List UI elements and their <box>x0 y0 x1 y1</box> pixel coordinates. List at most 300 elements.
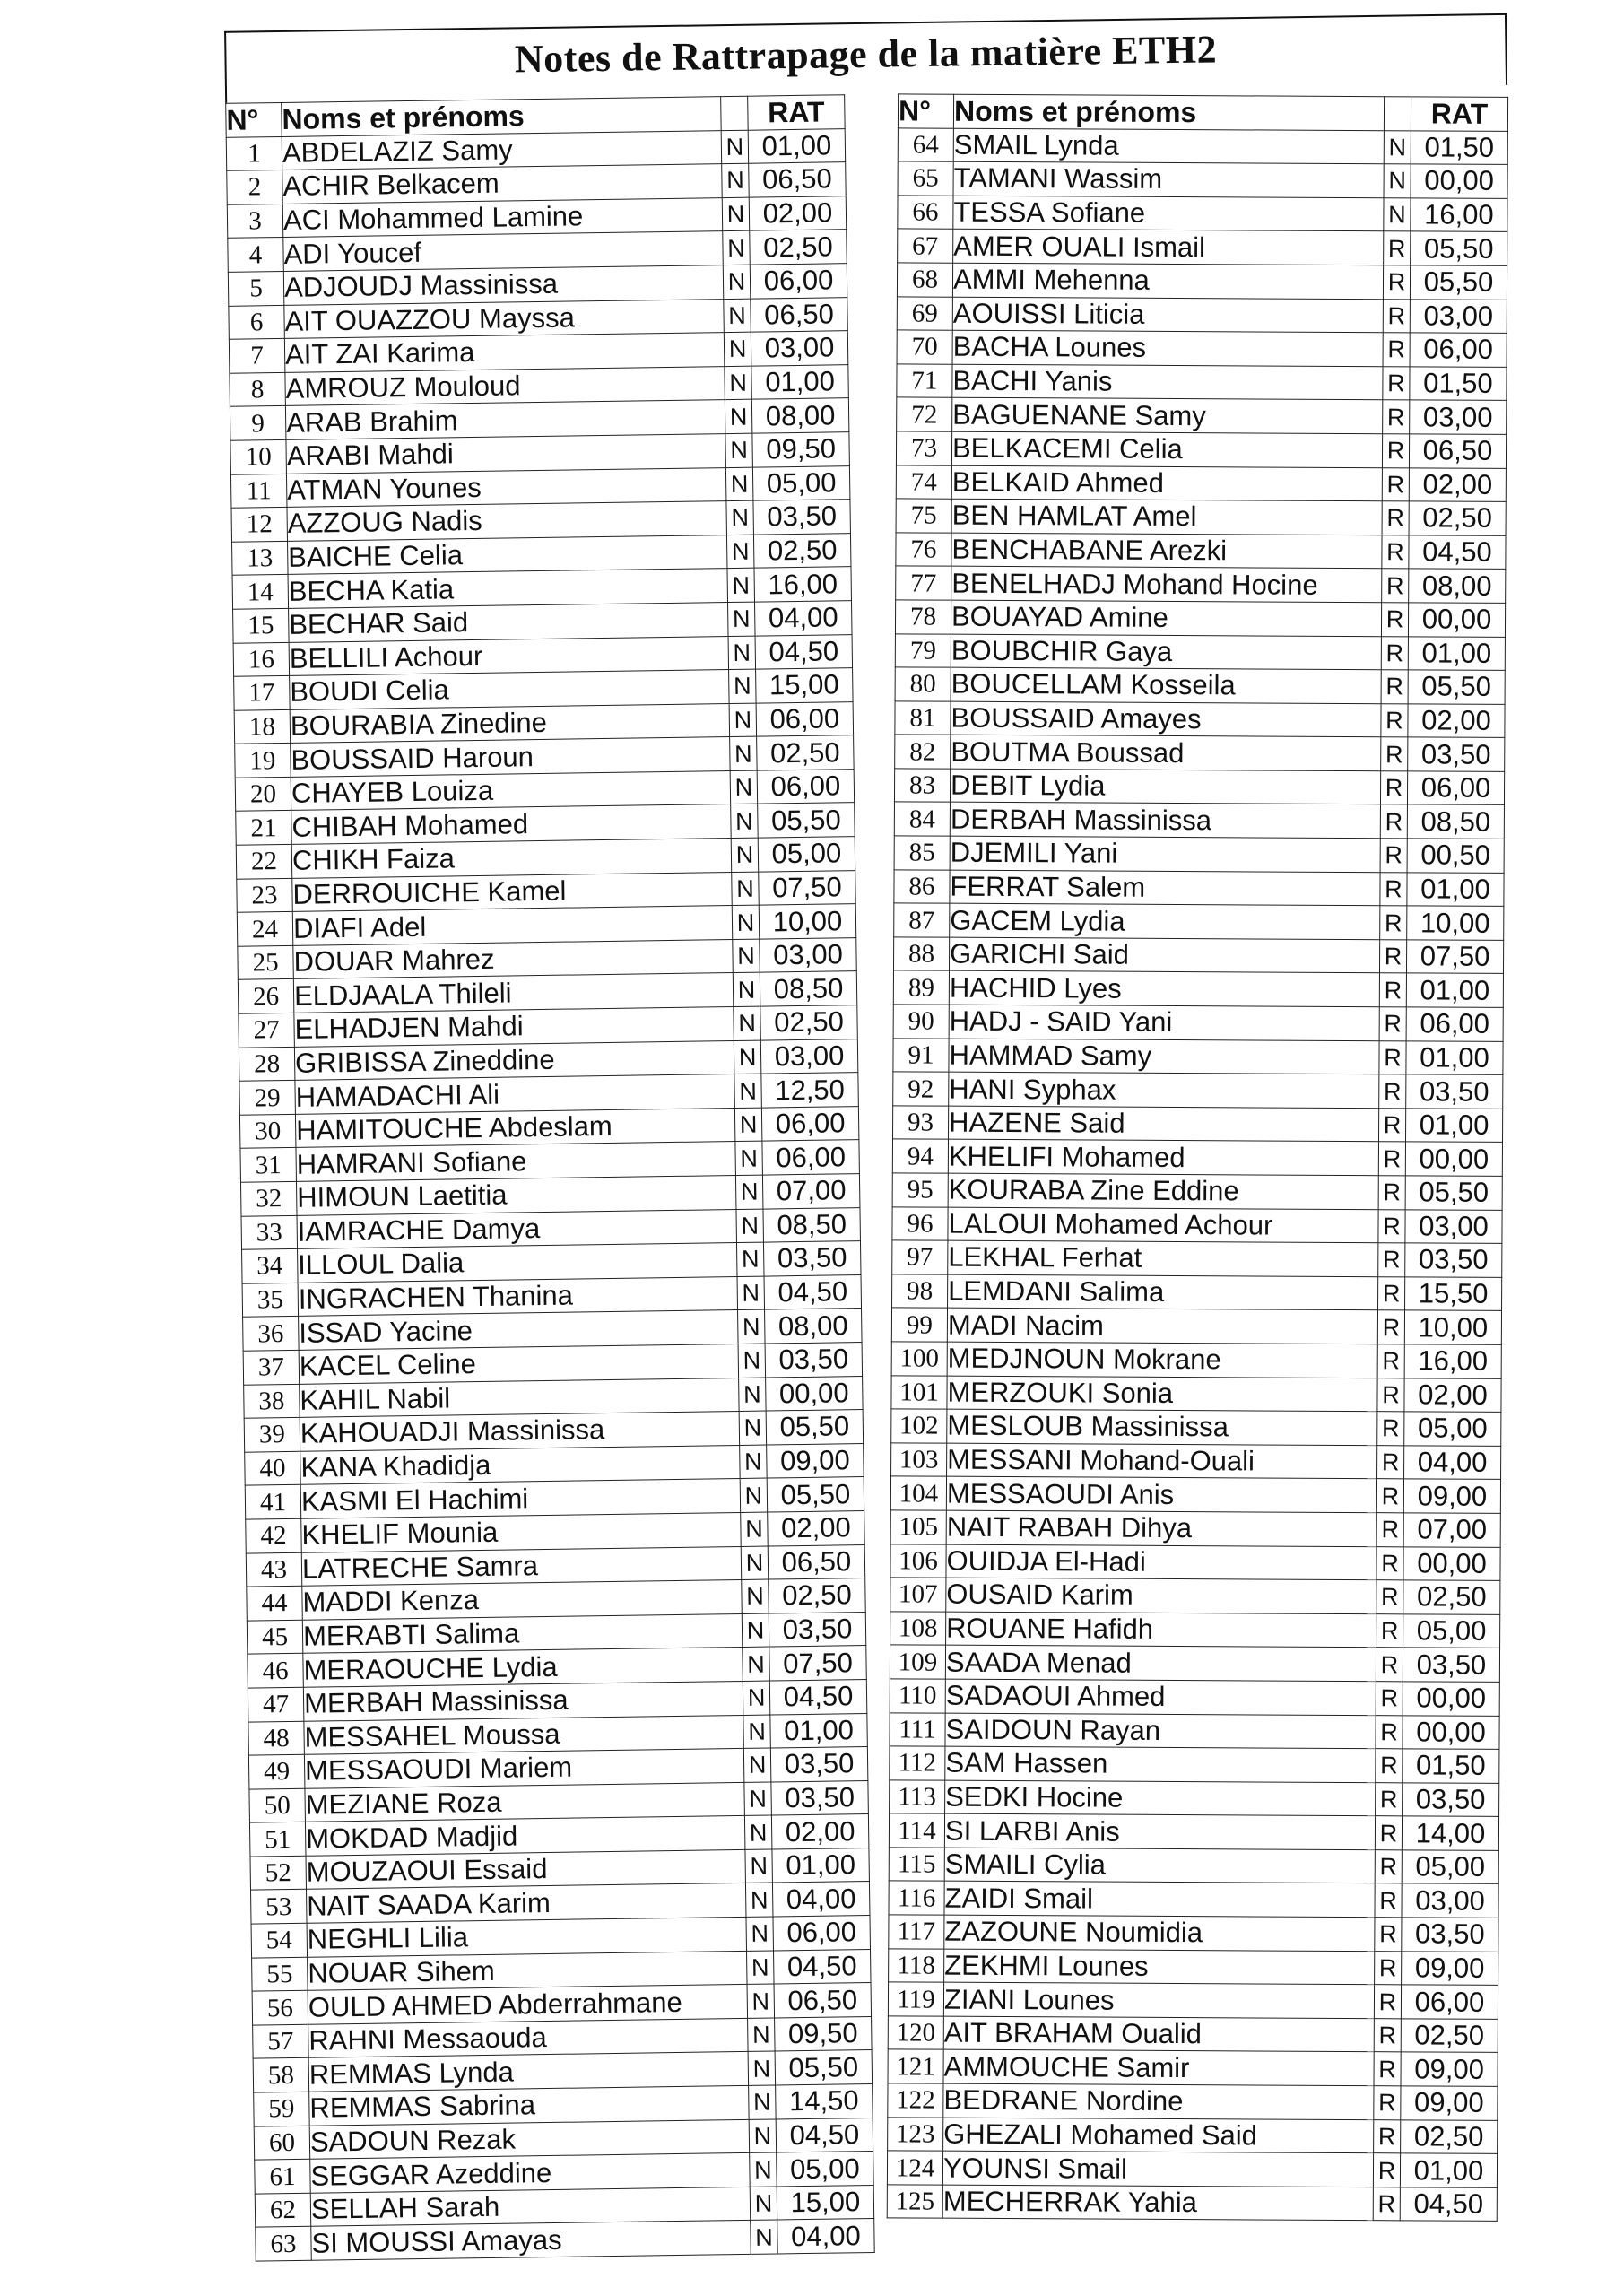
group-code: R <box>1376 1613 1403 1648</box>
student-name: CHIBAH Mohamed <box>291 804 731 844</box>
student-name: MECHERRAK Yahia <box>942 2185 1373 2221</box>
student-name: ZIANI Lounes <box>943 1982 1374 2018</box>
student-name: MESSAOUDI Anis <box>946 1477 1376 1513</box>
group-code: N <box>724 299 751 333</box>
student-name: BENCHABANE Arezki <box>951 533 1382 569</box>
table-row <box>896 566 1506 603</box>
student-number: 59 <box>254 2092 310 2126</box>
group-code: R <box>1377 1445 1404 1479</box>
table-row <box>890 1746 1499 1783</box>
rat-grade: 02,50 <box>1401 2119 1498 2153</box>
group-code: N <box>743 1681 770 1715</box>
group-code: N <box>742 1613 769 1648</box>
rat-grade: 05,50 <box>1405 1176 1502 1210</box>
group-code: R <box>1381 670 1408 704</box>
rat-grade: 16,00 <box>1411 198 1507 232</box>
group-code: R <box>1377 1310 1404 1344</box>
student-name: ACI Mohammed Lamine <box>282 197 722 237</box>
student-name: DEBIT Lydia <box>950 769 1380 804</box>
rat-grade: 06,00 <box>756 701 854 736</box>
group-code: N <box>745 1849 773 1883</box>
group-code: R <box>1376 1749 1403 1783</box>
table-row <box>887 2151 1497 2187</box>
rat-grade: 02,50 <box>1403 1580 1500 1614</box>
student-name: KHELIFI Mohamed <box>948 1140 1378 1176</box>
rat-grade: 03,50 <box>1403 1783 1499 1817</box>
rat-grade: 04,50 <box>774 1949 872 1984</box>
rat-grade: 03,50 <box>771 1780 869 1815</box>
student-name: BENELHADJ Mohand Hocine <box>951 566 1382 602</box>
rat-grade: 06,00 <box>1407 771 1504 805</box>
student-name: BECHA Katia <box>288 569 727 608</box>
student-name: ZAZOUNE Noumidia <box>944 1915 1375 1951</box>
rat-grade: 12,50 <box>761 1073 859 1108</box>
rat-grade: 04,50 <box>755 634 853 669</box>
group-code: N <box>722 197 750 231</box>
student-name: BEN HAMLAT Amel <box>951 499 1382 535</box>
table-row <box>896 465 1506 501</box>
student-name: SI MOUSSI Amayas <box>311 2221 751 2260</box>
group-code: N <box>747 1951 775 1985</box>
rat-grade: 01,00 <box>1406 973 1503 1007</box>
rat-grade: 03,50 <box>1406 1074 1503 1109</box>
student-number: 66 <box>898 196 953 230</box>
student-number: 73 <box>896 431 951 465</box>
student-name: NEGHLI Lilia <box>307 1917 746 1956</box>
student-number: 113 <box>890 1780 945 1814</box>
student-number: 34 <box>242 1249 299 1283</box>
rat-grade: 09,50 <box>775 2016 873 2051</box>
rat-grade: 03,50 <box>1402 1918 1498 1952</box>
student-number: 90 <box>893 1004 949 1039</box>
student-name: ACHIR Belkacem <box>282 164 722 204</box>
table-row <box>890 1578 1500 1614</box>
student-name: ARAB Brahim <box>285 400 725 439</box>
student-number: 62 <box>255 2193 311 2227</box>
group-code: R <box>1381 603 1408 637</box>
student-name: BOUAYAD Amine <box>951 600 1381 636</box>
student-number: 69 <box>897 296 952 330</box>
student-name: KHELIF Mounia <box>301 1512 741 1552</box>
table-row <box>897 296 1507 333</box>
rat-grade: 03,50 <box>770 1747 868 1782</box>
student-number: 98 <box>892 1274 948 1309</box>
grade-sheet <box>206 13 1538 2274</box>
group-code: R <box>1377 1412 1404 1446</box>
student-name: MADI Nacim <box>947 1309 1377 1344</box>
group-code: N <box>737 1276 765 1310</box>
student-name: AIT ZAI Karima <box>284 333 724 372</box>
student-number: 39 <box>244 1417 300 1451</box>
rat-grade: 08,00 <box>765 1309 863 1344</box>
group-code: N <box>741 1512 769 1546</box>
student-number: 78 <box>895 600 951 634</box>
student-number: 56 <box>252 1991 308 2025</box>
student-number: 117 <box>889 1915 944 1949</box>
student-name: AOUISSI Liticia <box>952 297 1383 333</box>
student-number: 9 <box>230 406 286 440</box>
student-number: 43 <box>246 1552 302 1587</box>
rat-grade: 01,00 <box>1407 873 1504 907</box>
student-name: SELLAH Sarah <box>310 2187 750 2226</box>
student-name: MESSAHEL Moussa <box>304 1715 743 1754</box>
student-name: ELHADJEN Mahdi <box>294 1007 734 1047</box>
group-code: N <box>749 2119 777 2153</box>
student-number: 25 <box>238 945 294 979</box>
group-code: R <box>1379 1040 1406 1074</box>
student-number: 16 <box>233 642 290 676</box>
student-name: ISSAD Yacine <box>299 1310 738 1350</box>
rat-grade: 02,50 <box>750 230 847 265</box>
group-code: N <box>738 1309 766 1344</box>
student-name: ZAIDI Smail <box>944 1882 1375 1918</box>
student-name: MEZIANE Roza <box>305 1782 744 1822</box>
student-number: 67 <box>898 229 953 263</box>
student-name: MEDJNOUN Mokrane <box>947 1342 1377 1378</box>
student-number: 111 <box>890 1712 945 1746</box>
student-name: KANA Khadidja <box>300 1445 740 1484</box>
student-name: ADI Youcef <box>283 231 723 271</box>
student-number: 88 <box>893 937 949 971</box>
student-name: SMAILI Cylia <box>944 1848 1375 1883</box>
student-number: 68 <box>897 263 952 297</box>
student-name: BELLILI Achour <box>289 636 728 675</box>
group-code: N <box>734 1108 762 1142</box>
group-code: R <box>1381 703 1408 737</box>
student-number: 75 <box>896 499 951 533</box>
group-code: N <box>743 1715 771 1749</box>
table-header-row <box>898 94 1507 131</box>
rat-grade: 05,00 <box>758 837 855 872</box>
table-row <box>893 1004 1503 1041</box>
group-code: N <box>725 433 753 467</box>
student-number: 31 <box>240 1148 297 1182</box>
table-row <box>895 600 1505 637</box>
rat-grade: 08,00 <box>1409 569 1506 603</box>
student-name: ZEKHMI Lounes <box>944 1949 1375 1985</box>
group-code: N <box>733 973 760 1007</box>
rat-grade: 04,00 <box>772 1882 870 1917</box>
group-code: R <box>1378 1243 1405 1277</box>
group-code: R <box>1384 231 1411 265</box>
student-name: AZZOUG Nadis <box>287 501 726 541</box>
student-number: 13 <box>232 541 289 575</box>
rat-grade: 16,00 <box>1404 1344 1501 1378</box>
student-name: DOUAR Mahrez <box>293 939 733 978</box>
student-name: BACHI Yanis <box>952 364 1383 400</box>
group-code: N <box>744 1815 772 1849</box>
student-name: NAIT RABAH Dihya <box>946 1510 1376 1546</box>
student-name: YOUNSI Smail <box>942 2151 1373 2187</box>
header-name: Noms et prénoms <box>282 97 721 136</box>
rat-grade: 09,00 <box>1401 2086 1498 2120</box>
student-number: 103 <box>891 1443 947 1477</box>
student-number: 11 <box>230 474 287 508</box>
student-number: 95 <box>892 1173 948 1207</box>
rat-grade: 03,00 <box>1402 1883 1498 1918</box>
group-code: N <box>721 130 749 164</box>
student-name: HAMRANI Sofiane <box>296 1142 735 1181</box>
student-number: 15 <box>233 608 290 642</box>
group-code: N <box>724 332 751 366</box>
student-name: BECHAR Said <box>289 602 728 641</box>
student-number: 74 <box>896 465 951 499</box>
rat-grade: 01,00 <box>1406 1109 1503 1143</box>
student-number: 22 <box>236 844 292 878</box>
group-code: R <box>1375 1951 1402 1985</box>
table-row <box>890 1645 1499 1682</box>
table-row <box>890 1544 1500 1580</box>
rat-grade: 03,50 <box>1405 1243 1502 1277</box>
rat-grade: 06,50 <box>749 162 847 197</box>
header-number: N° <box>226 102 282 136</box>
group-code: N <box>741 1546 769 1580</box>
student-name: SAADA Menad <box>945 1645 1376 1681</box>
student-name: SADOUN Rezak <box>309 2119 749 2159</box>
rat-grade: 05,50 <box>1408 670 1505 704</box>
group-code: N <box>730 736 758 770</box>
group-code: N <box>725 467 753 501</box>
rat-grade: 02,50 <box>1401 2019 1498 2053</box>
group-code: R <box>1374 2019 1401 2053</box>
group-code: N <box>744 1782 772 1816</box>
rat-grade: 08,50 <box>1407 804 1504 839</box>
student-number: 104 <box>890 1476 946 1510</box>
student-number: 51 <box>249 1822 306 1857</box>
student-name: BACHA Lounes <box>952 330 1383 366</box>
group-code: N <box>727 568 755 602</box>
student-name: BOUSSAID Haroun <box>291 737 730 777</box>
header-name: Noms et prénoms <box>953 94 1384 130</box>
student-name: AMMI Mehenna <box>952 263 1383 299</box>
group-code: N <box>751 2220 778 2254</box>
rat-grade: 02,50 <box>760 1005 858 1040</box>
student-number: 19 <box>235 744 291 778</box>
student-name: BOUBCHIR Gaya <box>951 634 1381 670</box>
student-number: 65 <box>898 161 953 196</box>
rat-grade: 02,00 <box>771 1814 869 1849</box>
group-code: N <box>722 163 750 197</box>
rat-grade: 15,50 <box>1405 1277 1502 1311</box>
rat-grade: 02,50 <box>757 735 855 770</box>
table-row <box>895 667 1505 704</box>
student-name: HIMOUN Laetitia <box>296 1176 735 1215</box>
student-number: 110 <box>890 1679 945 1713</box>
student-number: 108 <box>890 1612 946 1646</box>
student-number: 105 <box>890 1510 946 1544</box>
student-name: KAHOUADJI Massinissa <box>300 1412 739 1451</box>
rat-grade: 03,00 <box>760 937 857 972</box>
student-name: OULD AHMED Abderrahmane <box>308 1985 747 2024</box>
student-number: 54 <box>251 1923 308 1957</box>
rat-grade: 08,50 <box>763 1207 861 1242</box>
table-row <box>895 701 1505 738</box>
group-code: N <box>733 939 760 973</box>
student-name: ATMAN Younes <box>286 467 725 507</box>
group-code: N <box>739 1378 767 1412</box>
group-code: R <box>1380 804 1407 839</box>
rat-grade: 09,00 <box>767 1443 864 1478</box>
student-name: KAHIL Nabil <box>300 1378 739 1417</box>
student-name: BOUCELLAM Kosseila <box>951 667 1381 703</box>
student-number: 109 <box>890 1645 945 1679</box>
rat-grade: 06,00 <box>762 1140 860 1175</box>
rat-grade: 07,50 <box>769 1646 867 1681</box>
group-code: N <box>745 1883 773 1917</box>
student-number: 61 <box>255 2159 311 2193</box>
group-code: N <box>746 1917 774 1951</box>
student-number: 28 <box>239 1047 295 1081</box>
student-number: 64 <box>898 127 953 161</box>
rat-grade: 05,00 <box>1403 1614 1500 1648</box>
group-code: R <box>1378 1142 1405 1176</box>
table-row <box>894 802 1504 839</box>
table-row <box>890 1780 1499 1817</box>
table-row <box>896 533 1506 570</box>
group-code: R <box>1383 333 1410 367</box>
group-code: R <box>1378 1276 1405 1310</box>
group-code: N <box>740 1445 768 1479</box>
rat-grade: 00,00 <box>1408 603 1505 637</box>
group-code: R <box>1376 1648 1403 1682</box>
table-row <box>890 1476 1500 1513</box>
table-row <box>889 1881 1498 1918</box>
group-code: N <box>732 872 760 906</box>
table-row <box>888 2016 1498 2053</box>
rat-grade: 09,00 <box>1402 1951 1498 1985</box>
rat-grade: 03,00 <box>760 1039 858 1074</box>
student-name: AIT BRAHAM Oualid <box>943 2016 1374 2052</box>
rat-grade: 06,00 <box>757 769 855 804</box>
student-name: MOUZAOUI Essaid <box>306 1849 745 1889</box>
group-code: R <box>1379 1109 1406 1143</box>
rat-grade: 05,50 <box>766 1410 864 1445</box>
rat-grade: 04,50 <box>776 2118 873 2152</box>
student-number: 35 <box>242 1283 299 1317</box>
group-code: R <box>1382 569 1409 603</box>
rat-grade: 02,00 <box>1408 704 1505 738</box>
group-code: N <box>743 1647 770 1681</box>
student-name: LEKHAL Ferhat <box>948 1240 1378 1276</box>
rat-grade: 10,00 <box>1404 1310 1501 1344</box>
student-number: 30 <box>239 1114 296 1148</box>
group-code: R <box>1377 1378 1404 1412</box>
student-number: 96 <box>892 1206 948 1240</box>
group-code: R <box>1375 1816 1402 1850</box>
rat-grade: 00,00 <box>1411 164 1507 198</box>
student-number: 84 <box>894 802 950 836</box>
student-number: 24 <box>237 912 293 946</box>
rat-grade: 14,50 <box>776 2084 873 2119</box>
student-number: 37 <box>243 1350 300 1384</box>
rat-grade: 01,50 <box>1403 1749 1499 1783</box>
student-name: BELKAID Ahmed <box>951 465 1382 501</box>
group-code: N <box>734 1074 762 1108</box>
group-code: N <box>749 2085 777 2119</box>
rat-grade: 16,00 <box>754 567 852 602</box>
student-number: 89 <box>893 970 949 1004</box>
student-name: ABDELAZIZ Samy <box>282 130 721 170</box>
group-code: R <box>1381 636 1408 670</box>
group-code: N <box>1384 164 1411 198</box>
rat-grade: 05,50 <box>1411 231 1507 265</box>
student-name: LEMDANI Salima <box>948 1274 1378 1310</box>
student-name: REMMAS Lynda <box>308 2052 748 2092</box>
rat-grade: 02,00 <box>749 196 847 230</box>
student-name: CHAYEB Louiza <box>291 770 730 810</box>
table-row <box>892 1240 1502 1277</box>
group-code: N <box>734 1040 761 1074</box>
rat-grade: 01,00 <box>748 128 846 163</box>
rat-grade: 00,00 <box>1405 1142 1502 1176</box>
rat-grade: 06,50 <box>1409 434 1506 468</box>
student-name: MOKDAD Madjid <box>305 1816 744 1856</box>
table-row <box>895 735 1505 771</box>
student-number: 94 <box>892 1139 948 1173</box>
student-name: SI LARBI Anis <box>944 1813 1375 1849</box>
student-number: 5 <box>228 271 284 305</box>
rat-grade: 05,00 <box>777 2152 874 2187</box>
student-name: HANI Syphax <box>949 1072 1379 1108</box>
rat-grade: 06,00 <box>750 264 847 299</box>
student-name: LATRECHE Samra <box>301 1546 741 1586</box>
student-name: REMMAS Sabrina <box>309 2085 749 2125</box>
student-name: AIT OUAZZOU Mayssa <box>284 299 724 338</box>
grades-table-right <box>887 93 1508 2222</box>
rat-grade: 07,50 <box>759 870 856 905</box>
table-row <box>898 196 1507 232</box>
group-code: R <box>1376 1546 1403 1580</box>
student-number: 8 <box>230 372 286 406</box>
group-code: R <box>1376 1580 1403 1614</box>
group-code: N <box>729 669 757 703</box>
student-name: BAGUENANE Samy <box>952 398 1383 434</box>
rat-grade: 01,00 <box>1400 2153 1497 2187</box>
rat-grade: 06,50 <box>774 1983 872 2018</box>
student-number: 55 <box>252 1957 308 1991</box>
group-code: N <box>736 1242 764 1276</box>
student-name: MERABTI Salima <box>302 1613 742 1653</box>
student-number: 82 <box>895 735 951 769</box>
group-code: N <box>731 804 759 839</box>
title-box <box>224 13 1507 103</box>
student-number: 18 <box>234 709 291 744</box>
rat-grade: 05,50 <box>775 2050 873 2085</box>
student-number: 102 <box>891 1409 947 1443</box>
student-number: 23 <box>237 878 293 912</box>
group-code: N <box>1384 197 1411 231</box>
student-name: SEGGAR Azeddine <box>310 2153 750 2193</box>
student-name: HACHID Lyes <box>949 971 1379 1007</box>
group-code: N <box>728 636 756 670</box>
group-code: R <box>1379 973 1406 1007</box>
group-code: N <box>731 838 759 872</box>
rat-grade: 05,00 <box>1402 1850 1498 1884</box>
student-number: 91 <box>893 1038 949 1072</box>
group-code: R <box>1374 1985 1401 2019</box>
group-code: R <box>1378 1209 1405 1243</box>
rat-grade: 03,50 <box>1403 1648 1499 1682</box>
grades-table-left <box>225 94 875 2261</box>
header-grade: RAT <box>1411 97 1507 131</box>
student-name: KASMI El Hachimi <box>300 1479 740 1518</box>
group-code: R <box>1376 1479 1403 1513</box>
table-row <box>887 2185 1497 2222</box>
student-name: DERROUICHE Kamel <box>292 872 732 911</box>
group-code: R <box>1382 467 1409 501</box>
rat-grade: 04,00 <box>777 2219 875 2254</box>
rat-grade: 06,00 <box>761 1106 859 1141</box>
